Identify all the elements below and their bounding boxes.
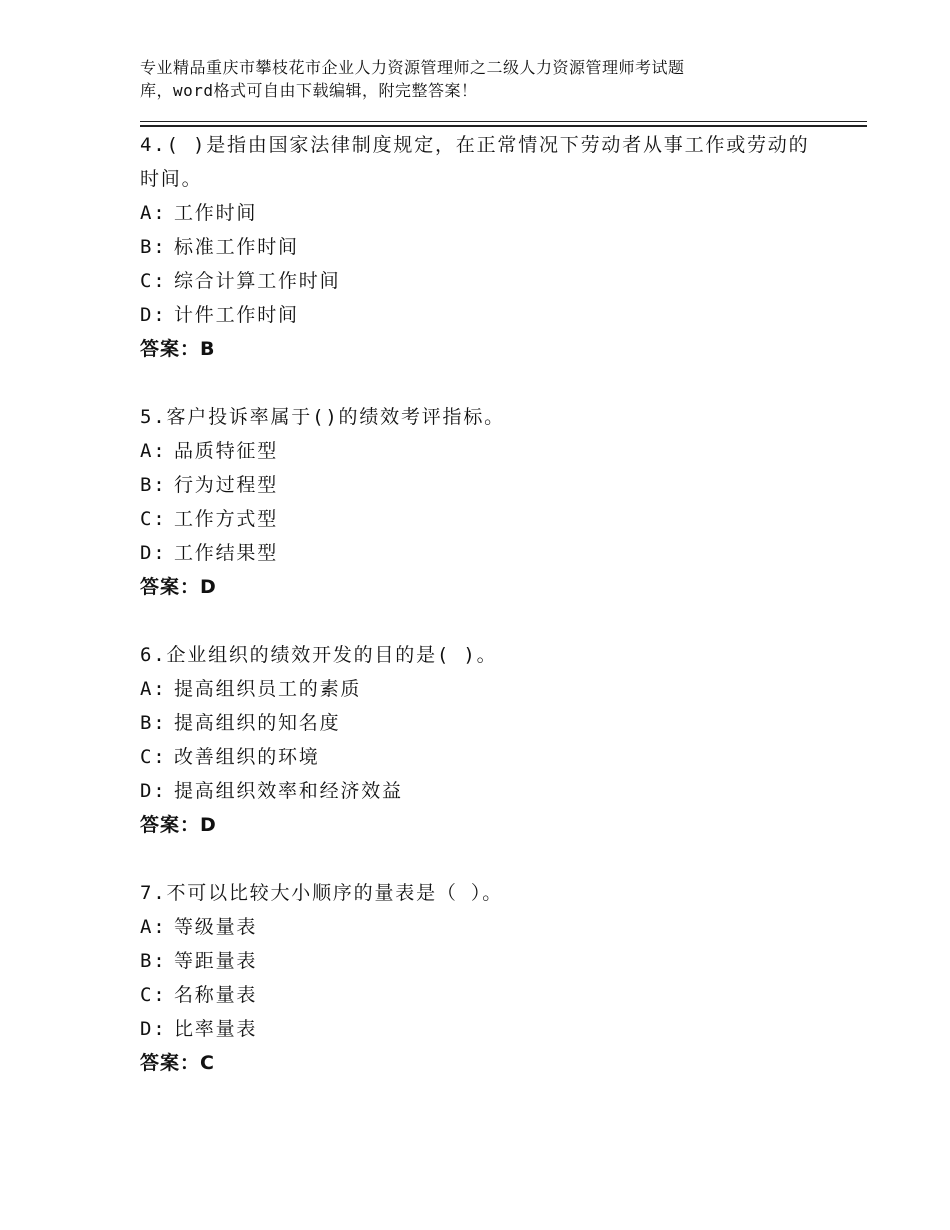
option-label: C: <box>140 508 167 530</box>
option-label: B: <box>140 236 167 258</box>
document-header <box>140 56 800 102</box>
question-stem: 4.( )是指由国家法律制度规定，在正常情况下劳动者从事工作或劳动的时间。 <box>140 134 810 190</box>
option-text: 工作方式型 <box>174 508 279 530</box>
option-label: D: <box>140 780 167 802</box>
question-4 <box>140 128 830 366</box>
header-line-2: 库，word格式可自由下载编辑，附完整答案！ <box>140 81 478 100</box>
option-b <box>140 944 830 978</box>
option-d <box>140 774 830 808</box>
question-stem: 6.企业组织的绩效开发的目的是( )。 <box>140 644 498 666</box>
option-a <box>140 434 830 468</box>
question-6 <box>140 638 830 842</box>
option-c <box>140 264 830 298</box>
option-d <box>140 298 830 332</box>
option-text: 比率量表 <box>174 1018 258 1040</box>
answer-line: 答案：B <box>140 338 216 360</box>
option-text: 行为过程型 <box>174 474 279 496</box>
option-text: 提高组织效率和经济效益 <box>174 780 403 802</box>
header-line-1: 专业精品重庆市攀枝花市企业人力资源管理师之二级人力资源管理师考试题 <box>140 58 685 77</box>
option-label: B: <box>140 474 167 496</box>
answer-line: 答案：D <box>140 814 217 836</box>
option-label: A: <box>140 440 167 462</box>
option-d <box>140 536 830 570</box>
option-a <box>140 196 830 230</box>
option-label: A: <box>140 678 167 700</box>
option-label: D: <box>140 542 167 564</box>
header-rule-thin <box>140 121 867 122</box>
option-a <box>140 910 830 944</box>
question-list <box>140 128 830 1114</box>
option-text: 名称量表 <box>174 984 258 1006</box>
option-text: 品质特征型 <box>174 440 279 462</box>
option-label: A: <box>140 202 167 224</box>
option-d <box>140 1012 830 1046</box>
option-text: 等级量表 <box>174 916 258 938</box>
option-text: 工作结果型 <box>174 542 279 564</box>
option-text: 提高组织的知名度 <box>174 712 341 734</box>
option-text: 改善组织的环境 <box>174 746 320 768</box>
option-label: A: <box>140 916 167 938</box>
option-c <box>140 978 830 1012</box>
question-stem: 5.客户投诉率属于()的绩效考评指标。 <box>140 406 505 428</box>
option-label: C: <box>140 984 167 1006</box>
option-text: 工作时间 <box>174 202 258 224</box>
option-label: C: <box>140 270 167 292</box>
option-text: 计件工作时间 <box>174 304 299 326</box>
option-text: 标准工作时间 <box>174 236 299 258</box>
option-label: C: <box>140 746 167 768</box>
option-text: 综合计算工作时间 <box>174 270 341 292</box>
answer-line: 答案：C <box>140 1052 215 1074</box>
option-c <box>140 502 830 536</box>
option-text: 等距量表 <box>174 950 258 972</box>
option-c <box>140 740 830 774</box>
option-b <box>140 706 830 740</box>
option-b <box>140 230 830 264</box>
answer-line: 答案：D <box>140 576 217 598</box>
option-label: B: <box>140 950 167 972</box>
option-label: D: <box>140 1018 167 1040</box>
question-5 <box>140 400 830 604</box>
option-a <box>140 672 830 706</box>
option-label: D: <box>140 304 167 326</box>
header-rule-thick <box>140 125 867 127</box>
option-label: B: <box>140 712 167 734</box>
option-text: 提高组织员工的素质 <box>174 678 362 700</box>
question-7 <box>140 876 830 1080</box>
option-b <box>140 468 830 502</box>
question-stem: 7.不可以比较大小顺序的量表是（ ）。 <box>140 882 504 904</box>
